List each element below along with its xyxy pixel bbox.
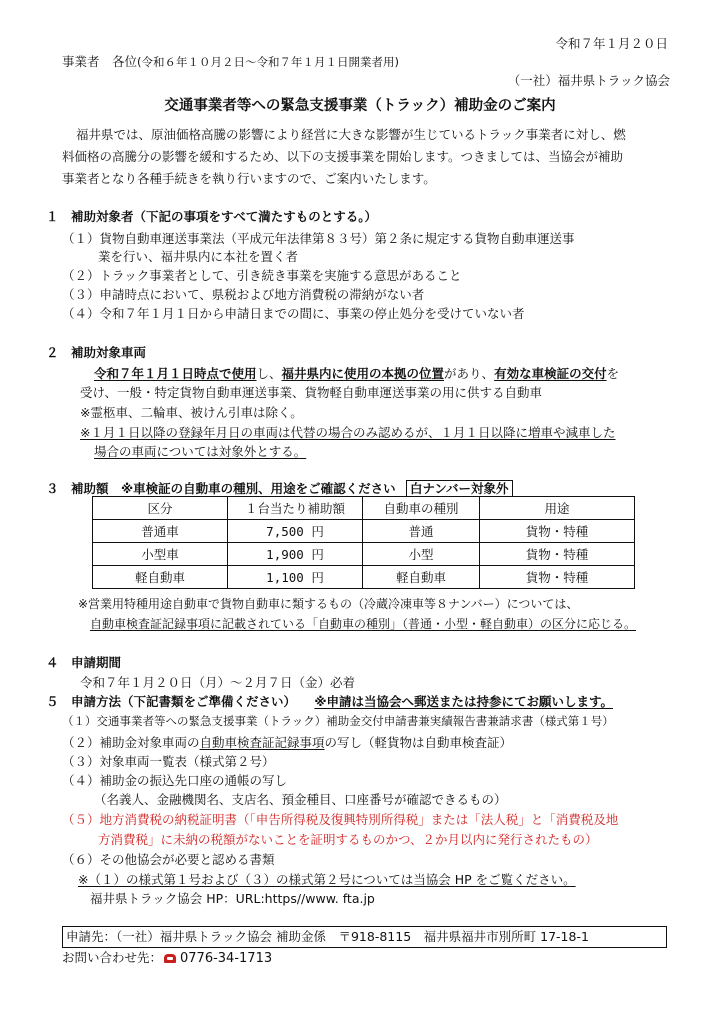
table-cell: 小型車 (93, 543, 228, 566)
recipient-note: (令和６年１０月２日～令和７年１月１日開業者用) (137, 55, 399, 69)
table-header-row (93, 497, 635, 520)
hp-url[interactable]: 福井県トラック協会 HP：URL:https//www. fta.jp (90, 891, 375, 906)
submission-note: ※申請は当協会へ郵送または持参にてお願いします。 (314, 694, 614, 709)
section2-note-2b: 場合の車両については対象外とする。 (94, 444, 307, 459)
section5-item-5a: （５）地方消費税の納税証明書（「申告所得税及復興特別所得税」または「法人税」と「消費税及地 (62, 812, 619, 827)
section2-note-1: ※霊柩車、二輪車、被けん引車は除く。 (80, 405, 303, 420)
document-date: 令和７年１月２０日 (555, 36, 668, 51)
subsidy-table (92, 496, 635, 589)
section5-heading: ５ 申請方法（下記書類をご準備ください） ※申請は当協会へ郵送または持参にてお願いします。 (46, 694, 614, 709)
table-cell: 小型 (363, 543, 480, 566)
section1-item-2: （２）トラック事業者として、引き続き事業を実施する意思があること (62, 268, 462, 283)
section5-item-5b: 方消費税」に未納の税額がないことを証明するものかつ、２か月以内に発行されたもの） (98, 832, 598, 847)
section5-item-4-sub: （名義人、金融機関名、支店名、預金種目、口座番号が確認できるもの） (94, 792, 507, 807)
section1-item-4: （４）令和７年１月１日から申請日までの間に、事業の停止処分を受けていない者 (62, 306, 525, 321)
condition-date: 令和７年１月１日時点で使用 (94, 366, 257, 381)
table-cell: 貨物・特種 (480, 520, 635, 543)
table-cell: 貨物・特種 (480, 566, 635, 589)
sender: （一社）福井県トラック協会 (507, 73, 670, 88)
table-cell: 普通車 (93, 520, 228, 543)
table-cell: 7,500 円 (228, 520, 363, 543)
inquiry-line (62, 950, 272, 967)
table-row (93, 543, 635, 566)
hp-note: ※（１）の様式第１号および（３）の様式第２号については当協会 HP をご覧ください。 (78, 872, 576, 887)
intro-line-1: 福井県では、原油価格高騰の影響により経営に大きな影響が生じているトラック事業者に対し、燃 (76, 127, 626, 142)
section2-line-1: 令和７年１月１日時点で使用し、福井県内に使用の本拠の位置があり、有効な車検証の交付を (94, 366, 620, 381)
section2-note-2a: ※１月１日以降の登録年月日の車両は代替の場合のみ認めるが、１月１日以降に増車や減車した (80, 425, 616, 440)
table-cell: 普通 (363, 520, 480, 543)
section3-heading: ３ 補助額 ※車検証の自動車の種別、用途をご確認ください 白ナンバー対象外 (46, 481, 513, 496)
section5-item-4: （４）補助金の振込先口座の通帳の写し (62, 773, 288, 788)
table-cell: 1,100 円 (228, 566, 363, 589)
section5-item-1: （１）交通事業者等への緊急支援事業（トラック）補助金交付申請書兼実績報告書兼請求書（様式第１号） (62, 714, 614, 728)
recipient-line (62, 54, 399, 70)
section1-item-1-cont: 業を行い、福井県内に本社を置く者 (98, 249, 299, 264)
phone-icon (164, 954, 176, 963)
table-cell: 軽自動車 (93, 566, 228, 589)
section4-heading: ４ 申請期間 (46, 655, 122, 670)
application-period: 令和７年１月２０日（月）～２月７日（金）必着 (80, 675, 356, 690)
section5-item-2: （２）補助金対象車両の自動車検査証記録事項の写し（軽貨物は自動車検査証） (62, 735, 513, 750)
document-title: 交通事業者等への緊急支援事業（トラック）補助金のご案内 (164, 98, 556, 114)
inquiry-label: お問い合わせ先： (62, 950, 163, 965)
condition-location: 福井県内に使用の本拠の位置 (281, 366, 445, 381)
table-cell: 軽自動車 (363, 566, 480, 589)
condition-inspection: 有効な車検証の交付 (494, 366, 607, 381)
table-header: １台当たり補助額 (228, 497, 363, 520)
intro-line-2: 料価格の高騰分の影響を緩和するため、以下の支援事業を開始します。つきましては、当協会が補助 (62, 149, 624, 164)
section1-item-3: （３）申請時点において、県税および地方消費税の滞納がない者 (62, 287, 425, 302)
contact-address: 申請先：（一社）福井県トラック協会 補助金係 〒918-8115 福井県福井市別所町 17-18-1 (66, 929, 589, 944)
table-row (93, 566, 635, 589)
table-header: 用途 (480, 497, 635, 520)
recipient: 事業者 各位 (62, 54, 138, 69)
section5-item-6: （６）その他協会が必要と認める書類 (62, 852, 275, 867)
section2-line-2: 受け、一般・特定貨物自動車運送事業、貨物軽自動車運送事業の用に供する自動車 (80, 385, 543, 400)
white-plate-badge: 白ナンバー対象外 (406, 480, 513, 497)
section1-heading: １ 補助対象者（下記の事項をすべて満たすものとする。） (46, 209, 378, 224)
section1-item-1: （１）貨物自動車運送事業法（平成元年法律第８３号）第２条に規定する貨物自動車運送事 (62, 231, 575, 246)
table-header: 区分 (93, 497, 228, 520)
intro-line-3: 事業者となり各種手続きを執り行いますので、ご案内いたします。 (62, 171, 436, 186)
section5-item-3: （３）対象車両一覧表（様式第２号） (62, 754, 275, 769)
table-header: 自動車の種別 (363, 497, 480, 520)
section3-note-a: ※営業用特種用途自動車で貨物自動車に類するもの（冷蔵冷凍車等８ナンバー）については、 (78, 597, 579, 611)
table-cell: 1,900 円 (228, 543, 363, 566)
section2-heading: ２ 補助対象車両 (46, 345, 147, 360)
section3-note-b: 自動車検査証記録事項に記載されている「自動車の種別」（普通・小型・軽自動車）の区分に応じる。 (90, 617, 637, 631)
table-cell: 貨物・特種 (480, 543, 635, 566)
phone-number[interactable]: 0776-34-1713 (180, 951, 273, 966)
table-row (93, 520, 635, 543)
